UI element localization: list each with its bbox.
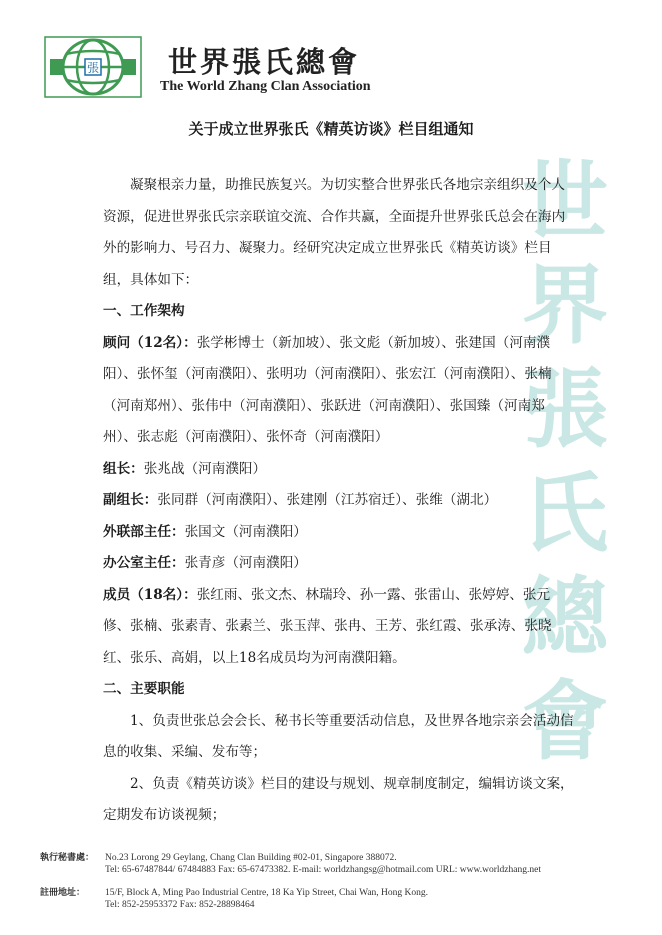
members-label: 成员（18名）： — [103, 586, 197, 603]
advisors-text: 张学彬博士（新加坡）、张文彪（新加坡）、张建国（河南濮阳）、张怀玺（河南濮阳）、张明功（河南濮阳）、张宏江（河南濮阳）、张楠（河南郑州）、张伟中（河南濮阳）、张跃进（河南濮阳）、张国臻（河南郑州）、张志彪（河南濮阳）、张怀奇（河南濮阳） — [103, 334, 552, 445]
footer-registered-row — [40, 887, 640, 899]
office-label: 办公室主任： — [103, 555, 185, 571]
leader-label: 组长： — [103, 460, 144, 477]
registered-label: 註冊地址： — [40, 888, 86, 898]
watermark-char: 世 — [522, 151, 608, 252]
section-heading-structure: 一、工作架构 — [103, 303, 185, 319]
duty-item: 1、负责世张总会会长、秘书长等重要活动信息，及世界各地宗亲会活动信息的收集、采编、发布等； — [103, 712, 574, 760]
liaison-text: 张国文（河南濮阳） — [184, 523, 307, 540]
footer-secretariat-row — [40, 852, 640, 864]
section-heading-duties: 二、主要职能 — [103, 681, 185, 697]
advisors-label: 顾问（12名）： — [103, 334, 197, 351]
vice-leader-label: 副组长： — [103, 492, 158, 508]
watermark-char: 會 — [522, 671, 608, 772]
liaison-paragraph — [103, 517, 575, 549]
footer-registered-contact-row — [40, 899, 640, 911]
watermark-char: 氏 — [522, 463, 608, 564]
globe-logo-icon — [44, 36, 142, 98]
vice-leader-text: 张同群（河南濮阳）、张建刚（江苏宿迁）、张维（湖北） — [157, 492, 498, 508]
registered-address: 15/F, Block A, Ming Pao Industrial Centre, 18 Ka Yip Street, Chai Wan, Hong Kong. — [105, 888, 429, 898]
members-text: 张红雨、张文杰、林瑞玲、孙一露、张雷山、张婷婷、张元修、张楠、张素青、张素兰、张玉萍、张冉、王芳、张红霞、张承涛、张晓红、张乐、高娟，以上18名成员均为河南濮阳籍。 — [103, 586, 552, 666]
org-name-en: The World Zhang Clan Association — [160, 79, 371, 94]
duty-item: 2、负责《精英访谈》栏目的建设与规划、规章制度制定，编辑访谈文案，定期发布访谈视频； — [103, 775, 574, 823]
logo-seal-char: 張 — [86, 61, 100, 75]
office-text: 张青彦（河南濮阳） — [184, 555, 307, 571]
watermark-char: 界 — [522, 255, 608, 356]
registered-contact: Tel: 852-25953372 Fax: 852-28898464 — [105, 900, 255, 910]
document-title: 关于成立世界张氏《精英访谈》栏目组通知 — [188, 120, 474, 138]
leader-paragraph — [103, 454, 575, 486]
secretariat-contact: Tel: 65-67487844/ 67484883 Fax: 65-67473382. E-mail: worldzhangsg@hotmail.com URL: www.worldzhang.net — [105, 865, 541, 875]
watermark-char: 張 — [522, 359, 608, 460]
members-paragraph — [103, 580, 575, 675]
advisors-paragraph — [103, 328, 575, 454]
leader-text: 张兆战（河南濮阳） — [143, 460, 267, 477]
vice-leader-paragraph — [103, 485, 575, 517]
watermark-char: 總 — [522, 567, 608, 668]
secretariat-label: 執行秘書處： — [40, 853, 95, 863]
document-body — [103, 170, 575, 832]
intro-paragraph: 凝聚根亲力量，助推民族复兴。为切实整合世界张氏各地宗亲组织及个人资源，促进世界张氏宗亲联谊交流、合作共赢，全面提升世界张氏总会在海内外的影响力、号召力、凝聚力。经研究决定成立世界张氏《精英访谈》栏目组，具体如下： — [103, 177, 566, 288]
org-name-cn: 世界張氏總會 — [168, 45, 361, 79]
secretariat-address: No.23 Lorong 29 Geylang, Chang Clan Building #02-01, Singapore 388072. — [105, 853, 397, 863]
liaison-label: 外联部主任： — [103, 523, 185, 540]
footer-secretariat-contact-row — [40, 864, 640, 876]
office-paragraph — [103, 548, 575, 580]
letterhead-footer — [40, 852, 640, 911]
